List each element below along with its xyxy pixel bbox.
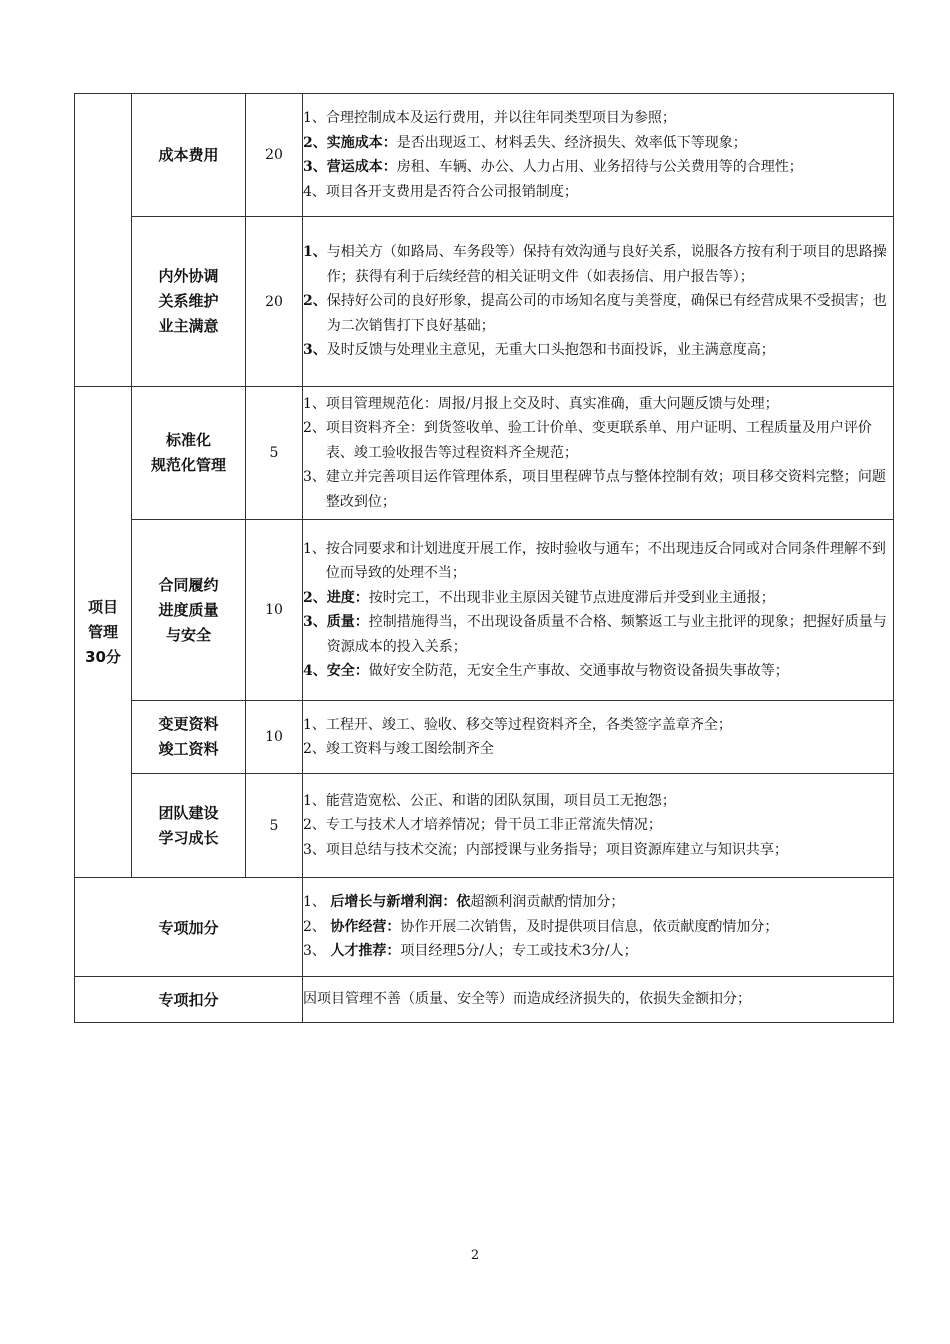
desc-text: 协作开展二次销售，及时提供项目信息，依贡献度酌情加分；: [400, 918, 779, 935]
desc-line-body: [327, 659, 789, 684]
item-label: 成本费用: [158, 145, 219, 164]
desc-line-number: 3、: [303, 614, 327, 630]
desc-line: [303, 586, 893, 611]
desc-contract: [303, 520, 894, 701]
category-label: 项目: [87, 597, 118, 616]
desc-line-body: [326, 713, 732, 738]
desc-line-body: [326, 106, 676, 131]
desc-text: 项目管理规范化：周报/月报上交及时、真实准确，重大问题反馈与处理；: [325, 395, 779, 412]
desc-line-body: [326, 180, 578, 205]
desc-change-docs: [303, 701, 894, 774]
row-team: [75, 774, 894, 878]
desc-line-body: [327, 240, 893, 289]
score-change-docs: 10: [246, 701, 303, 774]
desc-line-body: [326, 813, 662, 838]
desc-line: [303, 289, 893, 338]
item-label: 变更资料: [158, 715, 219, 733]
desc-text: 做好安全防范，无安全生产事故、交通事故与物资设备损失事故等；: [368, 663, 789, 679]
desc-line-body: [330, 890, 624, 915]
score-team: 5: [246, 774, 303, 878]
desc-keyword: 安全：: [326, 663, 369, 679]
desc-text: 项目总结与技术交流；内部授课与业务指导；项目资源库建立与知识共享；: [325, 841, 788, 858]
row-deduction: [75, 977, 894, 1023]
desc-line-number: 3、: [303, 943, 331, 960]
desc-line-number: 3、: [303, 469, 326, 486]
desc-keyword: 质量：: [326, 614, 369, 630]
deduction-label: 专项扣分: [75, 977, 303, 1023]
desc-line: [303, 537, 893, 586]
desc-line-number: 3、: [303, 342, 327, 359]
item-label: 合同履约: [158, 575, 219, 594]
desc-keyword: 协作经营：: [330, 918, 401, 935]
category-label: 管理: [87, 622, 118, 641]
desc-text: 专工与技术人才培养情况；骨干员工非正常流失情况；: [325, 817, 662, 834]
desc-line-body: [326, 838, 788, 863]
desc-line: [303, 338, 893, 363]
item-label: 规范化管理: [150, 456, 226, 474]
item-label: 与安全: [165, 625, 211, 644]
desc-line-number: 2、: [303, 918, 331, 935]
score-standardization: 5: [246, 387, 303, 520]
row-relations: [75, 217, 894, 387]
item-label: 团队建设: [158, 803, 219, 822]
desc-line-body: [330, 939, 637, 964]
desc-line: [303, 737, 893, 762]
desc-line: [303, 813, 893, 838]
desc-text: 超额利润贡献酌情加分；: [470, 894, 625, 911]
desc-text: 建立并完善项目运作管理体系，项目里程碑节点与整体控制有效；项目移交资料完整；问题整改到位；: [325, 469, 886, 510]
score-cost: 20: [246, 94, 303, 217]
item-label: 标准化: [165, 431, 211, 449]
desc-line-number: 1、: [303, 395, 326, 412]
desc-text: 因项目管理不善（质量、安全等）而造成经济损失的，依损失金额扣分；: [303, 991, 751, 1008]
desc-line-number: 3、: [303, 841, 326, 858]
desc-line-body: [327, 610, 893, 659]
desc-text: 能营造宽松、公正、和谐的团队氛围，项目员工无抱怨；: [325, 792, 676, 809]
desc-cost: [303, 94, 894, 217]
item-label: 竣工资料: [158, 740, 219, 758]
item-cost: [132, 94, 246, 217]
desc-line: [303, 987, 893, 1012]
desc-relations: [303, 217, 894, 387]
desc-line-body: [326, 737, 494, 762]
desc-text: 项目各开支费用是否符合公司报销制度；: [325, 183, 578, 200]
desc-line-body: [327, 131, 747, 156]
row-change-docs: [75, 701, 894, 774]
desc-text: 是否出现返工、材料丢失、经济损失、效率低下等现象；: [396, 134, 747, 151]
item-label: 内外协调: [158, 267, 219, 285]
desc-text: 工程开、竣工、验收、移交等过程资料齐全，各类签字盖章齐全；: [325, 716, 732, 733]
desc-line: [303, 106, 893, 131]
desc-line: [303, 713, 893, 738]
desc-deduction: [303, 977, 894, 1023]
desc-text: 与相关方（如路局、车务段等）保持有效沟通与良好关系，说服各方按有利于项目的思路操作；获得有利于后续经营的相关证明文件（如表扬信、用户报告等）；: [326, 244, 887, 285]
item-label: 进度质量: [158, 600, 219, 619]
item-standardization: [132, 387, 246, 520]
desc-line-number: 4、: [303, 183, 326, 200]
desc-line-body: [326, 416, 893, 465]
item-label: 业主满意: [158, 317, 219, 335]
score-relations: 20: [246, 217, 303, 387]
desc-text: 保持好公司的良好形象，提高公司的市场知名度与美誉度，确保已有经营成果不受损害；也为二次销售打下良好基础；: [326, 293, 887, 334]
desc-keyword: 进度：: [326, 589, 369, 606]
category-label: 30分: [85, 647, 121, 666]
desc-line: [303, 659, 893, 684]
item-contract: [132, 520, 246, 701]
desc-line: [303, 610, 893, 659]
desc-keyword: 后增长与新增利润：依: [330, 894, 471, 911]
desc-text: 及时反馈与处理业主意见，无重大口头抱怨和书面投诉，业主满意度高；: [326, 342, 775, 359]
desc-keyword: 人才推荐：: [330, 943, 401, 960]
row-contract: [75, 520, 894, 701]
category-cell-top: [75, 94, 132, 387]
desc-text: 按时完工，不出现非业主原因关键节点进度滞后并受到业主通报；: [368, 589, 775, 606]
desc-line-body: [327, 338, 775, 363]
desc-line-number: 2、: [303, 589, 327, 606]
desc-line: [303, 155, 893, 180]
desc-line: [303, 789, 893, 814]
desc-text: 合理控制成本及运行费用，并以往年同类型项目为参照；: [325, 110, 676, 126]
desc-line: [303, 180, 893, 205]
desc-team: [303, 774, 894, 878]
desc-line-number: 3、: [303, 159, 327, 175]
desc-line-number: 1、: [303, 540, 326, 557]
desc-keyword: 营运成本：: [326, 159, 397, 175]
desc-line-number: 1、: [303, 792, 326, 809]
item-change-docs: [132, 701, 246, 774]
desc-text: 房租、车辆、办公、人力占用、业务招待与公关费用等的合理性；: [396, 159, 803, 175]
page-number: 2: [470, 1248, 480, 1263]
desc-line-body: [327, 586, 775, 611]
desc-keyword: 实施成本：: [326, 134, 397, 151]
desc-line: [303, 392, 893, 417]
score-contract: 10: [246, 520, 303, 701]
desc-line: [303, 416, 893, 465]
desc-line-number: 1、: [303, 244, 327, 261]
item-label: 关系维护: [158, 292, 219, 310]
desc-line-number: 2、: [303, 817, 326, 834]
desc-line: [303, 240, 893, 289]
desc-line-number: 1、: [303, 716, 326, 733]
desc-text: 项目资料齐全：到货签收单、验工计价单、变更联系单、用户证明、工程质量及用户评价表、竣工验收报告等过程资料齐全规范；: [325, 420, 872, 461]
desc-line-number: 1、: [303, 894, 331, 911]
item-label: 学习成长: [158, 828, 219, 847]
row-bonus: [75, 878, 894, 977]
desc-text: 竣工资料与竣工图绘制齐全: [325, 741, 494, 757]
desc-line-body: [327, 155, 803, 180]
desc-line-number: 2、: [303, 741, 326, 757]
desc-standardization: [303, 387, 894, 520]
item-team: [132, 774, 246, 878]
row-cost: [75, 94, 894, 217]
desc-line-number: 2、: [303, 293, 327, 310]
desc-line-number: 4、: [303, 663, 327, 679]
category-project-management: [75, 387, 132, 878]
desc-line-number: 1、: [303, 110, 326, 126]
desc-line-body: [327, 289, 893, 338]
desc-line: [303, 915, 893, 940]
row-standardization: [75, 387, 894, 520]
desc-line-body: [330, 915, 778, 940]
desc-text: 控制措施得当，不出现设备质量不合格、频繁返工与业主批评的现象；把握好质量与资源成本的投入关系；: [326, 614, 887, 655]
desc-text: 按合同要求和计划进度开展工作，按时验收与通车；不出现违反合同或对合同条件理解不到位而导致的处理不当；: [325, 540, 886, 581]
desc-line-body: [326, 392, 779, 417]
desc-line-body: [326, 789, 676, 814]
desc-line: [303, 131, 893, 156]
desc-line-body: [326, 465, 893, 514]
desc-bonus: [303, 878, 894, 977]
desc-line: [303, 838, 893, 863]
evaluation-table: [74, 93, 894, 1023]
desc-line-body: [326, 537, 893, 586]
desc-text: 项目经理5分/人；专工或技术3分/人；: [400, 943, 638, 960]
item-relations: [132, 217, 246, 387]
desc-line-number: 2、: [303, 134, 327, 151]
desc-line: [303, 890, 893, 915]
desc-line: [303, 939, 893, 964]
bonus-label: 专项加分: [75, 878, 303, 977]
desc-line-number: 2、: [303, 420, 326, 437]
desc-line: [303, 465, 893, 514]
